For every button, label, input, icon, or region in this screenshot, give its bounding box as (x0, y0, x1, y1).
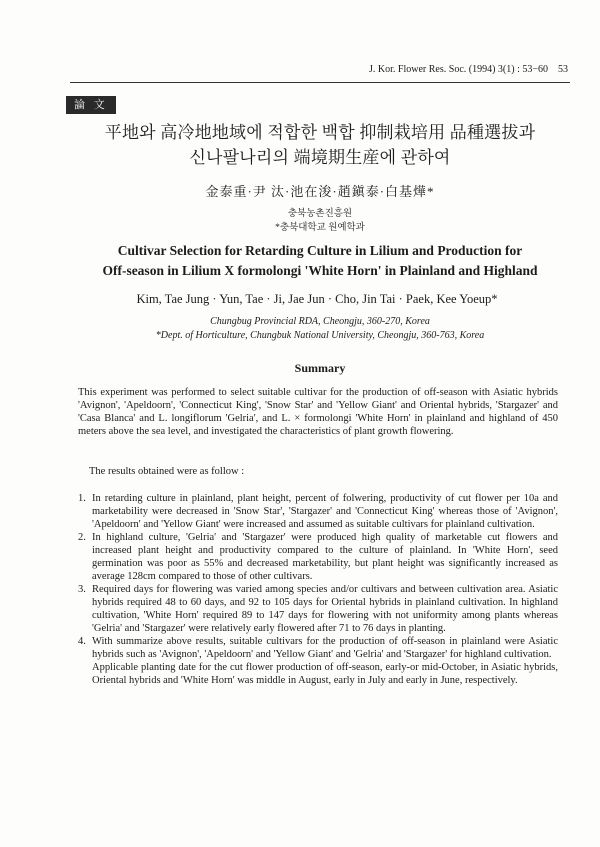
english-affiliation-1: Chungbug Provincial RDA, Cheongju, 360-270, Korea (210, 316, 430, 327)
summary-intro: This experiment was performed to select suitable cultivar for the production of off-season with Asiatic hybrids 'Avignon', 'Apeldoorn', 'Connecticut King', 'Snow Star' and 'Yellow Giant' and Oriental hybrids, 'Stargazer' and 'Casa Blanca' and L. longiflorum 'Gelria', and L. × formolongi 'White Horn' in plainland and highland of 450 meters above the sea level, and investigated the characteristics of plant growth flowering. (78, 387, 558, 437)
result-item (78, 492, 558, 531)
page-number: 53 (558, 64, 568, 75)
korean-title (70, 120, 570, 170)
result-number: 4. (78, 636, 86, 647)
article-type-badge: 論 文 (66, 96, 116, 114)
english-title-line-2: Off-season in Lilium X formolongi 'White Horn' in Plainland and Highland (102, 263, 538, 278)
result-text: In highland culture, 'Gelria' and 'Stargazer' were produced high quality of marketable cut flowers and increased plant height and productivity compared to the culture of plainland. In 'White Horn', seed germination was poor as 55% and decreased marketability, but plant height was significantly increased as average 128cm compared to those of other cultivars. (92, 532, 558, 582)
result-text: In retarding culture in plainland, plant height, percent of folwering, productivity of cut flower per 10a and marketability were decreased in 'Snow Star', 'Stargazer' and 'Connecticut King' whereas those of 'Avignon', 'Apeldoorn' and 'Yellow Giant' were increased and assumed as suitable cultivars for plainland cultivation. (92, 493, 558, 530)
korean-affiliation-2: *충북대학교 원예학과 (275, 223, 365, 233)
korean-affiliation-1: 충북농촌진흥원 (287, 209, 353, 219)
korean-title-line-2: 신나팔나리의 端境期生産에 관하여 (189, 148, 451, 167)
korean-authors: 金泰重·尹 汰·池在浚·趙鎭泰·白基燁* (205, 184, 435, 199)
results-lead: The results obtained were as follow : (89, 466, 245, 477)
result-item (78, 635, 558, 687)
result-number: 1. (78, 493, 86, 504)
english-title (70, 241, 570, 281)
result-text: With summarize above results, suitable cultivars for the production of off-season in plainland were Asiatic hybrids such as 'Avignon', 'Apeldoorn' and 'Yellow Giant' and 'Gelria' and 'Stargazer' for highland cultivation. (92, 636, 558, 660)
english-affiliation-2: *Dept. of Horticulture, Chungbuk National University, Cheongju, 360-763, Korea (155, 330, 485, 341)
result-item (78, 583, 558, 635)
summary-heading: Summary (294, 361, 346, 375)
result-number: 2. (78, 532, 86, 543)
journal-citation: J. Kor. Flower Res. Soc. (1994) 3(1) : 53−60 (369, 64, 548, 75)
english-authors: Kim, Tae Jung · Yun, Tae · Ji, Jae Jun · Cho, Jin Tai · Paek, Kee Yoeup* (136, 292, 498, 306)
result-number: 3. (78, 584, 86, 595)
korean-title-line-1: 平地와 高冷地地域에 적합한 백합 抑制栽培用 品種選拔과 (104, 123, 536, 142)
result-text: Required days for flowering was varied among species and/or cultivars and between cultivation area. Asiatic hybrids required 48 to 60 days, and 92 to 105 days for Oriental hybrids in plainland cultivation. In highland cultivation, 'White Horn' required 89 to 147 days for flowering with not uniformity among plants whereas 'Gelria' and 'Stargazer' were relatively early flowered after 71 to 76 days in planting. (92, 584, 558, 634)
running-header (0, 64, 600, 80)
english-title-line-1: Cultivar Selection for Retarding Culture in Lilium and Production for (117, 243, 523, 258)
header-rule (70, 82, 570, 83)
results-list (78, 492, 558, 687)
result-item (78, 531, 558, 583)
result-text-continued: Applicable planting date for the cut flower production of off-season, early-or mid-October, in Asiatic hybrids, Oriental hybrids and 'White Horn' was middle in August, early in July and early in June, respectively. (92, 662, 558, 686)
